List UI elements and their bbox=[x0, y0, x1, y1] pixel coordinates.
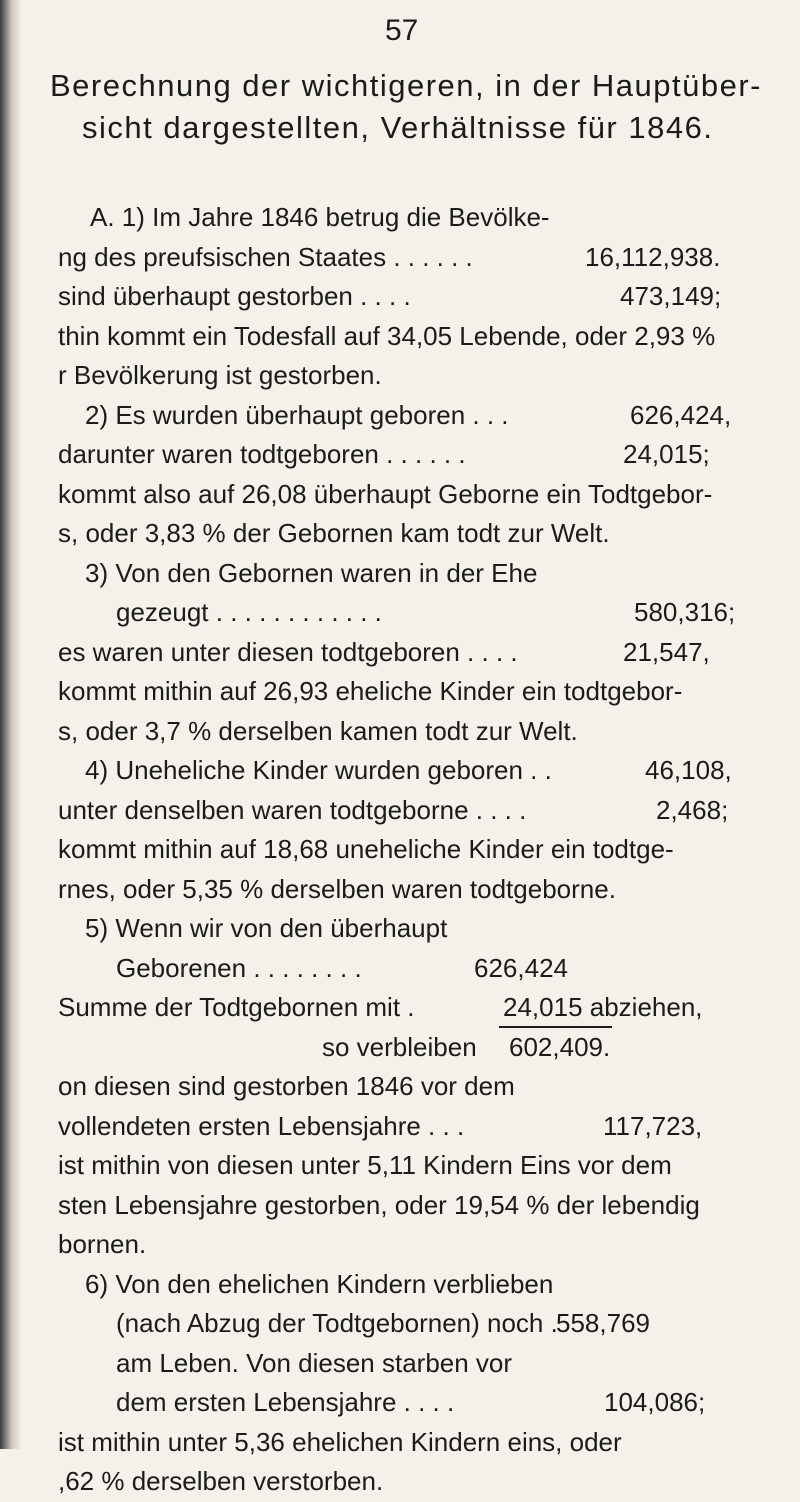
text-line bbox=[58, 238, 800, 278]
text-line bbox=[85, 396, 800, 436]
line-text: kommt also auf 26,08 überhaupt Geborne ein Todtgebor- bbox=[58, 478, 713, 509]
text-line bbox=[58, 475, 800, 515]
page-number: 57 bbox=[385, 14, 419, 47]
text-line bbox=[85, 751, 800, 791]
text-line bbox=[58, 830, 800, 870]
line-text: rnes, oder 5,35 % derselben waren todtgeborne. bbox=[58, 873, 616, 904]
line-value: 46,108, bbox=[645, 755, 732, 785]
text-line bbox=[58, 1186, 800, 1226]
line-value: 580,316; bbox=[634, 597, 736, 627]
line-text: kommt mithin auf 18,68 uneheliche Kinder ein todtge- bbox=[58, 834, 674, 864]
text-line bbox=[58, 1146, 800, 1186]
line-text: unter denselben waren todtgeborne . . . . bbox=[58, 794, 527, 825]
line-text: (nach Abzug der Todtgebornen) noch . bbox=[116, 1308, 558, 1338]
line-text: vollendeten ersten Lebensjahre . . . bbox=[58, 1110, 465, 1141]
line-text: es waren unter diesen todtgeboren . . . . bbox=[58, 636, 518, 667]
line-value: 117,723, bbox=[603, 1110, 703, 1141]
line-value: 104,086; bbox=[604, 1387, 706, 1417]
text-line bbox=[85, 909, 800, 949]
line-text: 4) Uneheliche Kinder wurden geboren . . bbox=[85, 755, 552, 785]
line-text: r Bevölkerung ist gestorben. bbox=[58, 360, 382, 390]
text-line bbox=[85, 554, 800, 594]
line-text: darunter waren todtgeboren . . . . . . bbox=[58, 439, 466, 469]
line-text: 6) Von den ehelichen Kindern verblieben bbox=[85, 1268, 554, 1299]
text-line bbox=[58, 870, 800, 910]
line-value: 626,424, bbox=[630, 399, 732, 430]
line-text: am Leben. Von diesen starben vor bbox=[116, 1347, 513, 1378]
text-line bbox=[116, 949, 800, 989]
heading-line-2: sicht dargestellten, Verhältnisse für 1846. bbox=[82, 110, 714, 145]
text-body bbox=[0, 198, 800, 1502]
line-text: sind überhaupt gestorben . . . . bbox=[58, 281, 411, 311]
line-value: 16,112,938. bbox=[585, 241, 721, 272]
line-value: 558,769 bbox=[556, 1308, 650, 1338]
text-line bbox=[58, 672, 800, 712]
text-line bbox=[116, 1383, 800, 1423]
text-line bbox=[58, 988, 800, 1028]
text-line bbox=[322, 1028, 800, 1068]
line-text: ist mithin von diesen unter 5,11 Kindern Eins vor dem bbox=[58, 1150, 672, 1180]
text-line bbox=[116, 1344, 800, 1384]
line-value: 24,015; bbox=[623, 439, 710, 469]
line-text: ,62 % derselben verstorben. bbox=[58, 1466, 384, 1496]
text-line bbox=[58, 1462, 800, 1502]
text-line bbox=[85, 1265, 800, 1305]
line-value: 473,149; bbox=[620, 281, 722, 311]
line-text: gezeugt . . . . . . . . . . . . bbox=[116, 597, 382, 627]
text-line bbox=[58, 435, 800, 475]
line-text: s, oder 3,83 % der Gebornen kam todt zur Welt. bbox=[58, 518, 610, 548]
text-line bbox=[58, 317, 800, 357]
text-line bbox=[58, 791, 800, 831]
line-text: kommt mithin auf 26,93 eheliche Kinder ein todtgebor- bbox=[58, 676, 683, 706]
text-line bbox=[58, 277, 800, 317]
line-text: ist mithin unter 5,36 ehelichen Kindern eins, oder bbox=[58, 1426, 622, 1457]
line-value: 21,547, bbox=[623, 636, 710, 667]
line-text: 2) Es wurden überhaupt geboren . . . bbox=[85, 399, 509, 430]
text-line bbox=[58, 1423, 800, 1463]
line-text: A. 1) Im Jahre 1846 betrug die Bevölke- bbox=[90, 202, 550, 232]
line-text: dem ersten Lebensjahre . . . . bbox=[116, 1387, 455, 1417]
line-text: Geborenen . . . . . . . . bbox=[116, 952, 362, 983]
text-line bbox=[58, 356, 800, 396]
line-text: Summe der Todtgebornen mit . bbox=[58, 992, 415, 1022]
text-line bbox=[116, 1304, 800, 1344]
line-text: s, oder 3,7 % derselben kamen todt zur Welt. bbox=[58, 715, 578, 746]
text-line bbox=[58, 1107, 800, 1147]
text-line bbox=[116, 593, 800, 633]
line-text: on diesen sind gestorben 1846 vor dem bbox=[58, 1071, 515, 1101]
line-value: 2,468; bbox=[656, 794, 729, 825]
line-value: 626,424 bbox=[474, 952, 568, 983]
section-heading bbox=[50, 68, 780, 146]
line-text: thin kommt ein Todesfall auf 34,05 Lebende, oder 2,93 % bbox=[58, 320, 716, 351]
text-line bbox=[58, 1225, 800, 1265]
line-text: 3) Von den Gebornen waren in der Ehe bbox=[85, 557, 538, 588]
line-value: 602,409. bbox=[509, 1031, 611, 1062]
text-line bbox=[90, 198, 800, 238]
text-line bbox=[58, 633, 800, 673]
line-text: bornen. bbox=[58, 1229, 147, 1259]
line-text: 5) Wenn wir von den überhaupt bbox=[85, 913, 448, 943]
heading-line-1: Berechnung der wichtigeren, in der Hauptüber- bbox=[50, 68, 762, 103]
text-line bbox=[58, 514, 800, 554]
line-text: ng des preufsischen Staates . . . . . . bbox=[58, 241, 473, 272]
text-line bbox=[58, 1067, 800, 1107]
text-line bbox=[58, 712, 800, 752]
line-text: so verbleiben bbox=[322, 1031, 477, 1062]
line-value: 24,015 abziehen, bbox=[503, 992, 703, 1022]
line-text: sten Lebensjahre gestorben, oder 19,54 % der lebendig bbox=[58, 1189, 700, 1220]
